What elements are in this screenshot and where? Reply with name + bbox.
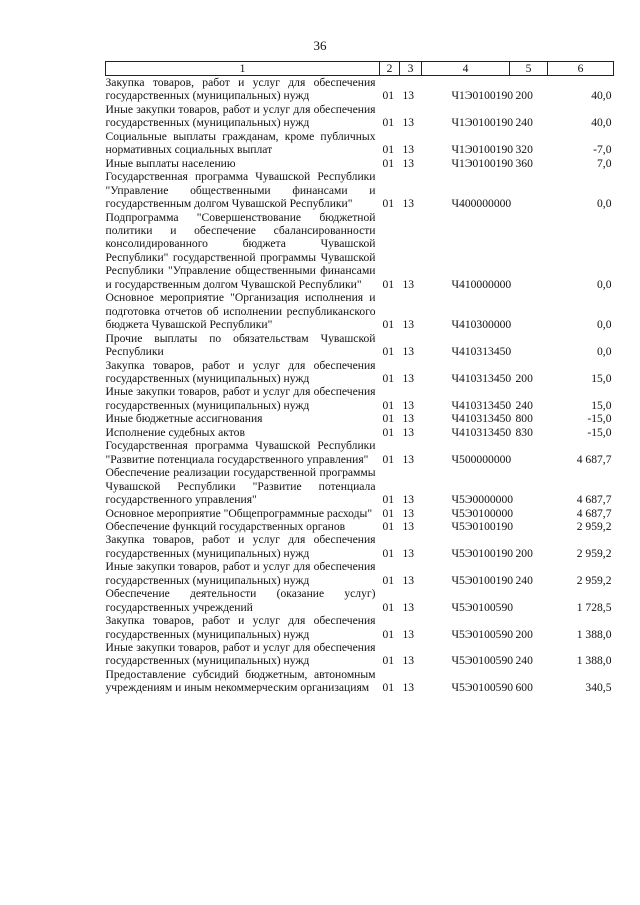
row-amount: 1 388,0 bbox=[576, 654, 612, 668]
row-name: Прочие выплаты по обязательствам Чувашской Республики bbox=[105, 331, 376, 359]
row-expense-type: 830 bbox=[515, 425, 533, 439]
table-row bbox=[106, 157, 614, 170]
header-row bbox=[106, 62, 614, 76]
row-subsection: 13 bbox=[402, 519, 415, 533]
row-expense-type bbox=[510, 507, 548, 520]
row-subsection: 13 bbox=[402, 277, 415, 291]
row-expense-type: 600 bbox=[515, 681, 533, 695]
row-name: Исполнение судебных актов bbox=[105, 425, 245, 439]
row-section: 01 bbox=[382, 493, 395, 507]
row-target-code: Ч5Э0100590 bbox=[451, 654, 514, 668]
row-target-code: Ч1Э0100190 bbox=[451, 143, 514, 157]
table-header bbox=[106, 62, 614, 76]
row-target-code: Ч410313450 bbox=[451, 398, 512, 412]
row-subsection: 13 bbox=[402, 654, 415, 668]
column-header-target-code: 4 bbox=[422, 62, 510, 76]
row-amount: 4 687,7 bbox=[576, 506, 612, 520]
row-section: 01 bbox=[382, 506, 395, 520]
row-section: 01 bbox=[382, 546, 395, 560]
row-section: 01 bbox=[382, 573, 395, 587]
row-target-code: Ч5Э0100590 bbox=[451, 600, 514, 614]
row-amount: 7,0 bbox=[597, 156, 612, 170]
row-name: Иные бюджетные ассигнования bbox=[105, 412, 263, 426]
row-subsection: 13 bbox=[402, 89, 415, 103]
row-section: 01 bbox=[382, 116, 395, 130]
row-section: 01 bbox=[382, 89, 395, 103]
row-name: Иные закупки товаров, работ и услуг для обеспечения государственных (муниципальных) нужд bbox=[105, 385, 376, 412]
row-amount: 2 959,2 bbox=[576, 519, 612, 533]
row-name: Обеспечение деятельности (оказание услуг) государственных учреждений bbox=[105, 587, 376, 614]
table-row bbox=[106, 668, 614, 695]
row-expense-type bbox=[510, 439, 548, 466]
row-expense-type: 800 bbox=[515, 412, 533, 426]
row-name: Подпрограмма "Совершенствование бюджетной политики и обеспечение сбалансированности консолидированного бюджета Чувашской Республики" государственной программы Чувашской Республики "Управление общественными финансами и государственным долгом Чувашской Республики" bbox=[105, 210, 376, 291]
row-amount: 0,0 bbox=[597, 318, 612, 332]
row-section: 01 bbox=[382, 681, 395, 695]
row-name: Обеспечение реализации государственной программы Чувашской Республики "Развитие потенциала государственного управления" bbox=[105, 466, 376, 507]
row-subsection: 13 bbox=[402, 197, 415, 211]
row-amount: 0,0 bbox=[597, 345, 612, 359]
row-expense-type: 200 bbox=[515, 546, 533, 560]
row-target-code: Ч5Э0100190 bbox=[451, 546, 514, 560]
row-expense-type: 240 bbox=[515, 573, 533, 587]
row-subsection: 13 bbox=[402, 345, 415, 359]
row-target-code: Ч410313450 bbox=[451, 371, 512, 385]
row-target-code: Ч5Э0100000 bbox=[451, 506, 514, 520]
row-subsection: 13 bbox=[402, 425, 415, 439]
row-target-code: Ч5Э0100590 bbox=[451, 627, 514, 641]
table-row bbox=[106, 439, 614, 466]
row-target-code: Ч1Э0100190 bbox=[451, 156, 514, 170]
row-amount: 40,0 bbox=[591, 116, 612, 130]
row-section: 01 bbox=[382, 156, 395, 170]
row-section: 01 bbox=[382, 627, 395, 641]
row-expense-type bbox=[510, 332, 548, 359]
row-subsection: 13 bbox=[402, 681, 415, 695]
row-amount: -15,0 bbox=[587, 412, 612, 426]
row-subsection: 13 bbox=[402, 546, 415, 560]
row-name: Закупка товаров, работ и услуг для обеспечения государственных (муниципальных) нужд bbox=[105, 358, 376, 385]
row-amount: 1 388,0 bbox=[576, 627, 612, 641]
table-row bbox=[106, 291, 614, 331]
row-subsection: 13 bbox=[402, 600, 415, 614]
row-amount: 0,0 bbox=[597, 197, 612, 211]
table-row bbox=[106, 587, 614, 614]
row-section: 01 bbox=[382, 318, 395, 332]
row-subsection: 13 bbox=[402, 143, 415, 157]
row-section: 01 bbox=[382, 371, 395, 385]
budget-table bbox=[105, 61, 614, 695]
row-name: Предоставление субсидий бюджетным, автономным учреждениям и иным некоммерческим организациям bbox=[105, 667, 376, 695]
table-row bbox=[106, 614, 614, 641]
row-amount: 1 728,5 bbox=[576, 600, 612, 614]
row-expense-type bbox=[510, 170, 548, 210]
row-target-code: Ч410000000 bbox=[451, 277, 512, 291]
table-row bbox=[106, 332, 614, 359]
column-header-name: 1 bbox=[106, 62, 380, 76]
table-row bbox=[106, 385, 614, 412]
row-section: 01 bbox=[382, 143, 395, 157]
row-expense-type bbox=[510, 466, 548, 506]
row-name: Обеспечение функций государственных органов bbox=[105, 519, 346, 533]
row-amount: 2 959,2 bbox=[576, 573, 612, 587]
row-expense-type bbox=[510, 587, 548, 614]
row-expense-type: 200 bbox=[515, 371, 533, 385]
table-row bbox=[106, 170, 614, 210]
row-section: 01 bbox=[382, 345, 395, 359]
row-amount: 15,0 bbox=[591, 371, 612, 385]
row-expense-type: 320 bbox=[515, 143, 533, 157]
table-row bbox=[106, 520, 614, 533]
table-row bbox=[106, 359, 614, 386]
table-row bbox=[106, 211, 614, 292]
row-name: Закупка товаров, работ и услуг для обеспечения государственных (муниципальных) нужд bbox=[105, 76, 376, 103]
row-section: 01 bbox=[382, 600, 395, 614]
table-row bbox=[106, 412, 614, 425]
row-section: 01 bbox=[382, 398, 395, 412]
row-expense-type: 360 bbox=[515, 156, 533, 170]
row-name: Государственная программа Чувашской Республики "Развитие потенциала государственного управления" bbox=[105, 439, 376, 466]
row-target-code: Ч5Э0100190 bbox=[451, 573, 514, 587]
row-target-code: Ч410313450 bbox=[451, 345, 512, 359]
row-expense-type: 240 bbox=[515, 654, 533, 668]
row-subsection: 13 bbox=[402, 493, 415, 507]
row-subsection: 13 bbox=[402, 506, 415, 520]
row-name: Социальные выплаты гражданам, кроме публичных нормативных социальных выплат bbox=[105, 129, 376, 157]
row-expense-type: 240 bbox=[515, 116, 533, 130]
row-subsection: 13 bbox=[402, 371, 415, 385]
table-row bbox=[106, 426, 614, 439]
row-section: 01 bbox=[382, 277, 395, 291]
row-name: Закупка товаров, работ и услуг для обеспечения государственных (муниципальных) нужд bbox=[105, 533, 376, 560]
table-row bbox=[106, 103, 614, 130]
row-section: 01 bbox=[382, 197, 395, 211]
row-name: Основное мероприятие "Общепрограммные расходы" bbox=[105, 506, 373, 520]
row-expense-type: 240 bbox=[515, 398, 533, 412]
row-target-code: Ч1Э0100190 bbox=[451, 89, 514, 103]
row-section: 01 bbox=[382, 654, 395, 668]
row-target-code: Ч410313450 bbox=[451, 412, 512, 426]
row-subsection: 13 bbox=[402, 398, 415, 412]
row-name: Закупка товаров, работ и услуг для обеспечения государственных (муниципальных) нужд bbox=[105, 614, 376, 641]
row-target-code: Ч410313450 bbox=[451, 425, 512, 439]
table-row bbox=[106, 560, 614, 587]
row-subsection: 13 bbox=[402, 318, 415, 332]
row-name: Иные выплаты населению bbox=[105, 156, 236, 170]
row-amount: -15,0 bbox=[587, 425, 612, 439]
table-body bbox=[106, 76, 614, 695]
row-name: Основное мероприятие "Организация исполнения и подготовка отчетов об исполнении республиканского бюджета Чувашской Республики" bbox=[105, 291, 376, 332]
row-amount: 15,0 bbox=[591, 398, 612, 412]
table-row bbox=[106, 533, 614, 560]
row-amount: 40,0 bbox=[591, 89, 612, 103]
row-subsection: 13 bbox=[402, 452, 415, 466]
row-amount: 2 959,2 bbox=[576, 546, 612, 560]
row-target-code: Ч410300000 bbox=[451, 318, 512, 332]
row-name: Государственная программа Чувашской Республики "Управление общественными финансами и государственным долгом Чувашской Республики" bbox=[105, 170, 376, 211]
row-subsection: 13 bbox=[402, 116, 415, 130]
row-subsection: 13 bbox=[402, 412, 415, 426]
row-section: 01 bbox=[382, 452, 395, 466]
row-target-code: Ч500000000 bbox=[451, 452, 512, 466]
row-section: 01 bbox=[382, 412, 395, 426]
row-name: Иные закупки товаров, работ и услуг для обеспечения государственных (муниципальных) нужд bbox=[105, 560, 376, 587]
row-target-code: Ч1Э0100190 bbox=[451, 116, 514, 130]
row-target-code: Ч5Э0100190 bbox=[451, 519, 514, 533]
row-amount: 4 687,7 bbox=[576, 452, 612, 466]
table-row bbox=[106, 130, 614, 157]
table-row bbox=[106, 507, 614, 520]
row-amount: 0,0 bbox=[597, 277, 612, 291]
table-row bbox=[106, 76, 614, 103]
row-target-code: Ч400000000 bbox=[451, 197, 512, 211]
column-header-expense-type: 5 bbox=[510, 62, 548, 76]
row-expense-type: 200 bbox=[515, 627, 533, 641]
row-subsection: 13 bbox=[402, 573, 415, 587]
row-target-code: Ч5Э0000000 bbox=[451, 493, 514, 507]
column-header-subsection: 3 bbox=[400, 62, 422, 76]
column-header-amount: 6 bbox=[548, 62, 614, 76]
column-header-section: 2 bbox=[380, 62, 400, 76]
table-row bbox=[106, 466, 614, 506]
row-section: 01 bbox=[382, 425, 395, 439]
row-amount: -7,0 bbox=[593, 143, 612, 157]
row-section: 01 bbox=[382, 519, 395, 533]
row-expense-type bbox=[510, 211, 548, 292]
row-name: Иные закупки товаров, работ и услуг для обеспечения государственных (муниципальных) нужд bbox=[105, 641, 376, 668]
row-expense-type bbox=[510, 291, 548, 331]
table-row bbox=[106, 641, 614, 668]
row-subsection: 13 bbox=[402, 627, 415, 641]
row-subsection: 13 bbox=[402, 156, 415, 170]
row-amount: 340,5 bbox=[585, 681, 612, 695]
row-expense-type: 200 bbox=[515, 89, 533, 103]
row-amount: 4 687,7 bbox=[576, 493, 612, 507]
row-target-code: Ч5Э0100590 bbox=[451, 681, 514, 695]
row-name: Иные закупки товаров, работ и услуг для обеспечения государственных (муниципальных) нужд bbox=[105, 102, 376, 130]
row-expense-type bbox=[510, 520, 548, 533]
page-number: 36 bbox=[313, 38, 327, 53]
